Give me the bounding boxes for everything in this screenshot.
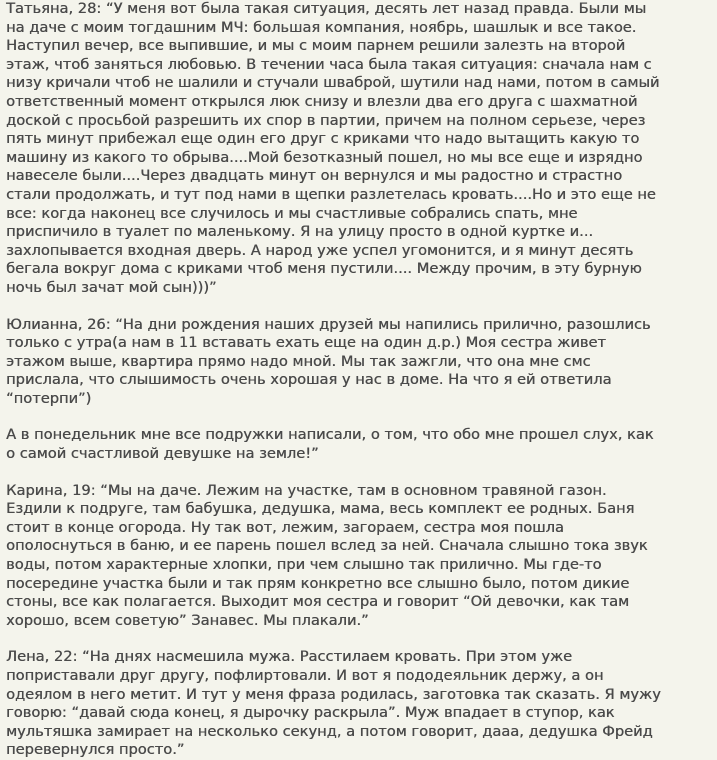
text-line: приспичило в туалет по маленькому. Я на улицу просто в одной куртке и... bbox=[6, 223, 594, 241]
story-lena bbox=[6, 648, 709, 760]
text-line: Лена, 22: “На днях насмешила мужа. Расстилаем кровать. При этом уже bbox=[6, 648, 573, 666]
story-yulianna bbox=[6, 316, 709, 409]
text-line: поприставали друг другу, пофлиртовали. И вот я пододеяльник держу, а он bbox=[6, 667, 604, 684]
text-line: бегала вокруг дома с криками чтоб меня пустили.... Между прочим, в эту бурную bbox=[6, 260, 642, 278]
paragraph-gap bbox=[6, 464, 709, 482]
text-line: ночь был зачат мой сын)))” bbox=[6, 278, 217, 296]
text-line: Юлианна, 26: “На дни рождения наших друзей мы напились прилично, разошлись bbox=[6, 315, 651, 333]
text-line: говорю: “давай сюда конец, я дырочку раскрыла”. Муж впадает в ступор, как bbox=[6, 704, 615, 722]
text-line: мультяшка замирает на несколько секунд, а потом говорит, дааа, дедушка Фрейд bbox=[6, 722, 653, 740]
text-line: все: когда наконец все случилось и мы счастливые собрались спать, мне bbox=[6, 204, 578, 222]
text-line: прислала, что слышимость очень хорошая у нас в доме. На что я ей ответила bbox=[6, 371, 612, 389]
text-line: посередине участка были и так прям конкретно все слышно было, потом дикие bbox=[6, 574, 630, 592]
story-karina bbox=[6, 482, 709, 631]
text-line: этажом выше, квартира прямо надо мной. Мы так зажгли, что она мне смс bbox=[6, 352, 591, 370]
text-line: хорошо, всем советую” Занавес. Мы плакали.” bbox=[6, 611, 369, 629]
text-line: Наступил вечер, все выпившие, и мы с моим парнем решили залезть на второй bbox=[6, 37, 626, 55]
text-line: стоит в конце огорода. Ну так вот, лежим, загораем, сестра моя пошла bbox=[6, 518, 564, 536]
text-line: стали продолжать, и тут под нами в щепки разлетелась кровать....Но и это еще не bbox=[6, 185, 656, 203]
text-line: А в понедельник мне все подружки написали, о том, что обо мне прошел слух, как bbox=[6, 426, 654, 444]
paragraph-gap bbox=[6, 408, 709, 426]
text-line: этаж, чтоб заняться любовью. В течении часа была такая ситуация: сначала нам с bbox=[6, 55, 652, 73]
text-line: о самой счастливой девушке на земле!” bbox=[6, 445, 319, 463]
text-line: ополоснуться в баню, и ее парень пошел вслед за ней. Сначала слышно тока звук bbox=[6, 537, 648, 555]
text-line: одеялом в него метит. И тут у меня фраза родилась, заготовка так сказать. Я мужу bbox=[6, 685, 661, 703]
text-line: машину из какого то обрыва....Мой безотказный пошел, но мы все еще и изрядно bbox=[6, 148, 643, 166]
text-line: Татьяна, 28: “У меня вот была такая ситуация, десять лет назад правда. Были мы bbox=[6, 0, 647, 17]
text-line: перевернулся просто.” bbox=[6, 741, 185, 759]
text-line: только с утра(а нам в 11 вставать ехать еще на один д.р.) Моя сестра живет bbox=[6, 334, 606, 352]
text-line: захлопывается входная дверь. А народ уже успел угомонится, и я минут десять bbox=[6, 241, 634, 259]
text-line: доской с просьбой разрешить их спор в партии, причем на полном серьезе, через bbox=[6, 111, 646, 129]
text-line: стоны, все как полагается. Выходит моя сестра и говорит “Ой девочки, как там bbox=[6, 593, 629, 611]
story-tatyana bbox=[6, 0, 709, 298]
text-line: воды, потом характерные хлопки, при чем слышно так прилично. Мы где-то bbox=[6, 556, 602, 574]
paragraph-gap bbox=[6, 630, 709, 648]
text-line: Ездили к подруге, там бабушка, дедушка, мама, весь комплект ее родных. Баня bbox=[6, 500, 635, 518]
text-line: Карина, 19: “Мы на даче. Лежим на участке, там в основном травяной газон. bbox=[6, 481, 607, 499]
text-line: “потерпи”) bbox=[6, 389, 92, 407]
text-line: пять минут прибежал еще один его друг с криками что надо вытащить какую то bbox=[6, 130, 640, 148]
text-line: на даче с моим тогдашним МЧ: большая компания, ноябрь, шашлык и все такое. bbox=[6, 18, 637, 36]
text-line: навеселе были....Через двадцать минут он вернулся и мы радостно и страстно bbox=[6, 167, 623, 185]
story-yulianna-continued bbox=[6, 426, 709, 463]
text-line: низу кричали чтоб не шалили и стучали шваброй, шутили над нами, потом в самый bbox=[6, 74, 660, 92]
paragraph-gap bbox=[6, 298, 709, 316]
text-line: ответственный момент открылся люк снизу и влезли два его друга с шахматной bbox=[6, 92, 638, 110]
